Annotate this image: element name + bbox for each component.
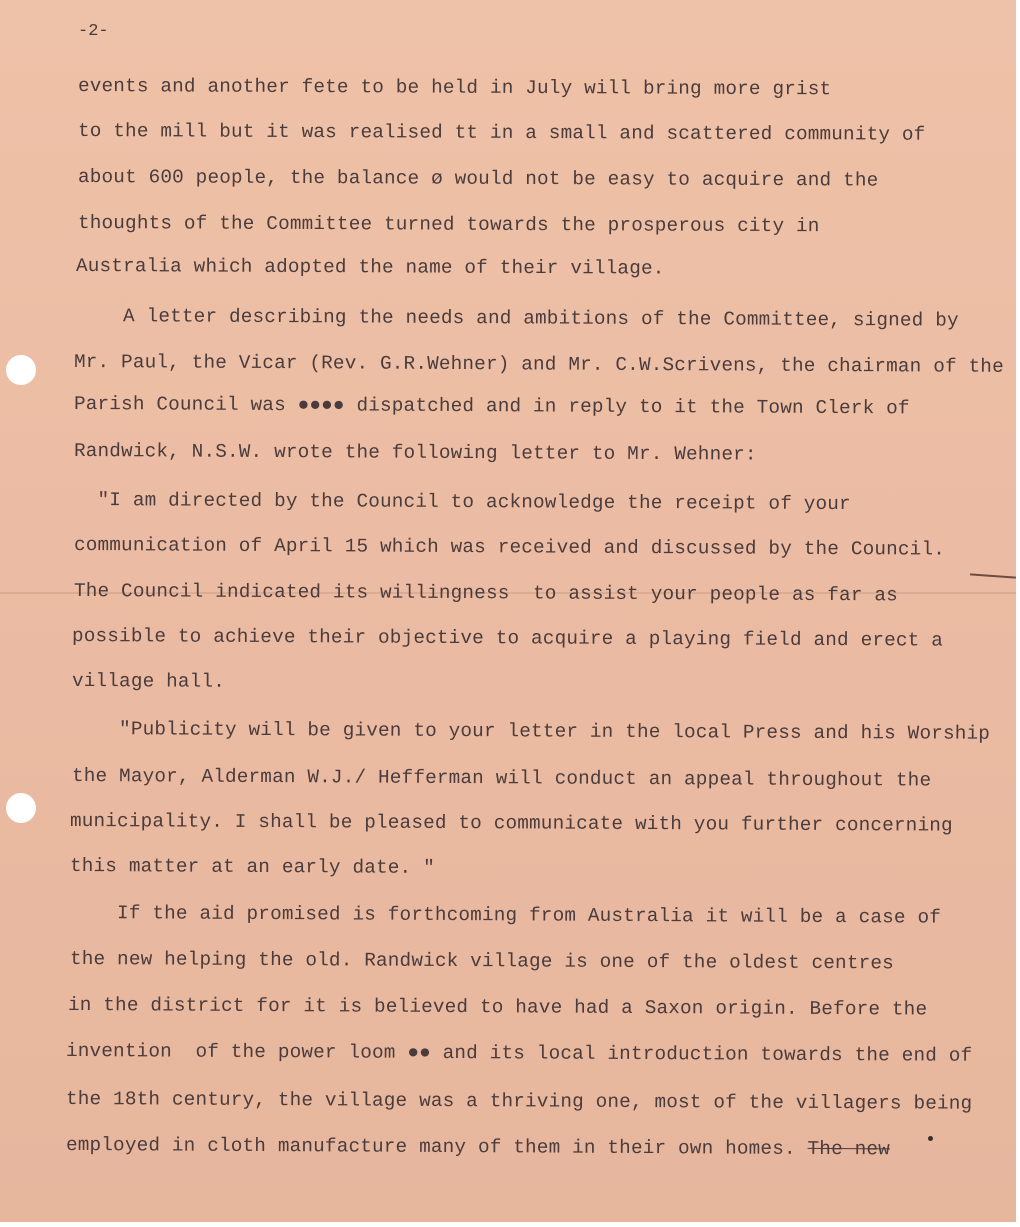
text-line: Randwick, N.S.W. wrote the following letter to Mr. Wehner: [73,440,757,466]
text-line: communication of April 15 which was received and discussed by the Council. [73,534,946,561]
text-line: the new helping the old. Randwick village is one of the oldest centres [69,948,894,975]
text-line: village hall. [71,670,226,693]
text-line: to the mill but it was realised tt in a small and scattered community of [77,120,926,146]
text-line: events and another fete to be held in July will bring more grist [77,75,832,101]
text-line: about 600 people, the balance ø would not be easy to acquire and the [77,166,879,192]
text-line: "Publicity will be given to your letter in the local Press and his Worship [71,718,991,745]
text-line: invention of the power loom ●● and its local introduction towards the end of [65,1040,973,1067]
text-line: possible to achieve their objective to acquire a playing field and erect a [71,625,944,652]
paper-tear [970,573,1016,578]
text-line: Australia which adopted the name of their village. [75,255,665,280]
text-line: employed in cloth manufacture many of them in their own homes. [65,1134,796,1160]
text-line-last [66,1134,890,1160]
text-line: the 18th century, the village was a thriving one, most of the villagers being [65,1088,973,1115]
text-line: Parish Council was ●●●● dispatched and in reply to it the Town Clerk of [73,393,910,420]
text-line: "I am directed by the Council to acknowledge the receipt of your [73,489,851,516]
text-line: thoughts of the Committee turned towards the prosperous city in [77,212,820,238]
ink-mark [928,1136,933,1141]
text-line: Mr. Paul, the Vicar (Rev. G.R.Wehner) and Mr. C.W.Scrivens, the chairman of the [73,351,1004,378]
text-line: If the aid promised is forthcoming from Australia it will be a case of [69,902,942,929]
text-line: this matter at an early date. " [69,855,435,879]
punch-hole-upper [6,355,36,385]
punch-hole-lower [6,793,36,823]
text-line: A letter describing the needs and ambitions of the Committee, signed by [75,305,959,332]
text-line: municipality. I shall be pleased to communicate with you further concerning [69,810,953,837]
struck-text: The new [807,1137,891,1161]
text-line: in the district for it is believed to have had a Saxon origin. Before the [67,994,928,1021]
text-line: The Council indicated its willingness to assist your people as far as [73,580,898,607]
text-line: the Mayor, Alderman W.J./ Hefferman will conduct an appeal throughout the [71,765,932,792]
page-number: -2- [78,22,109,41]
